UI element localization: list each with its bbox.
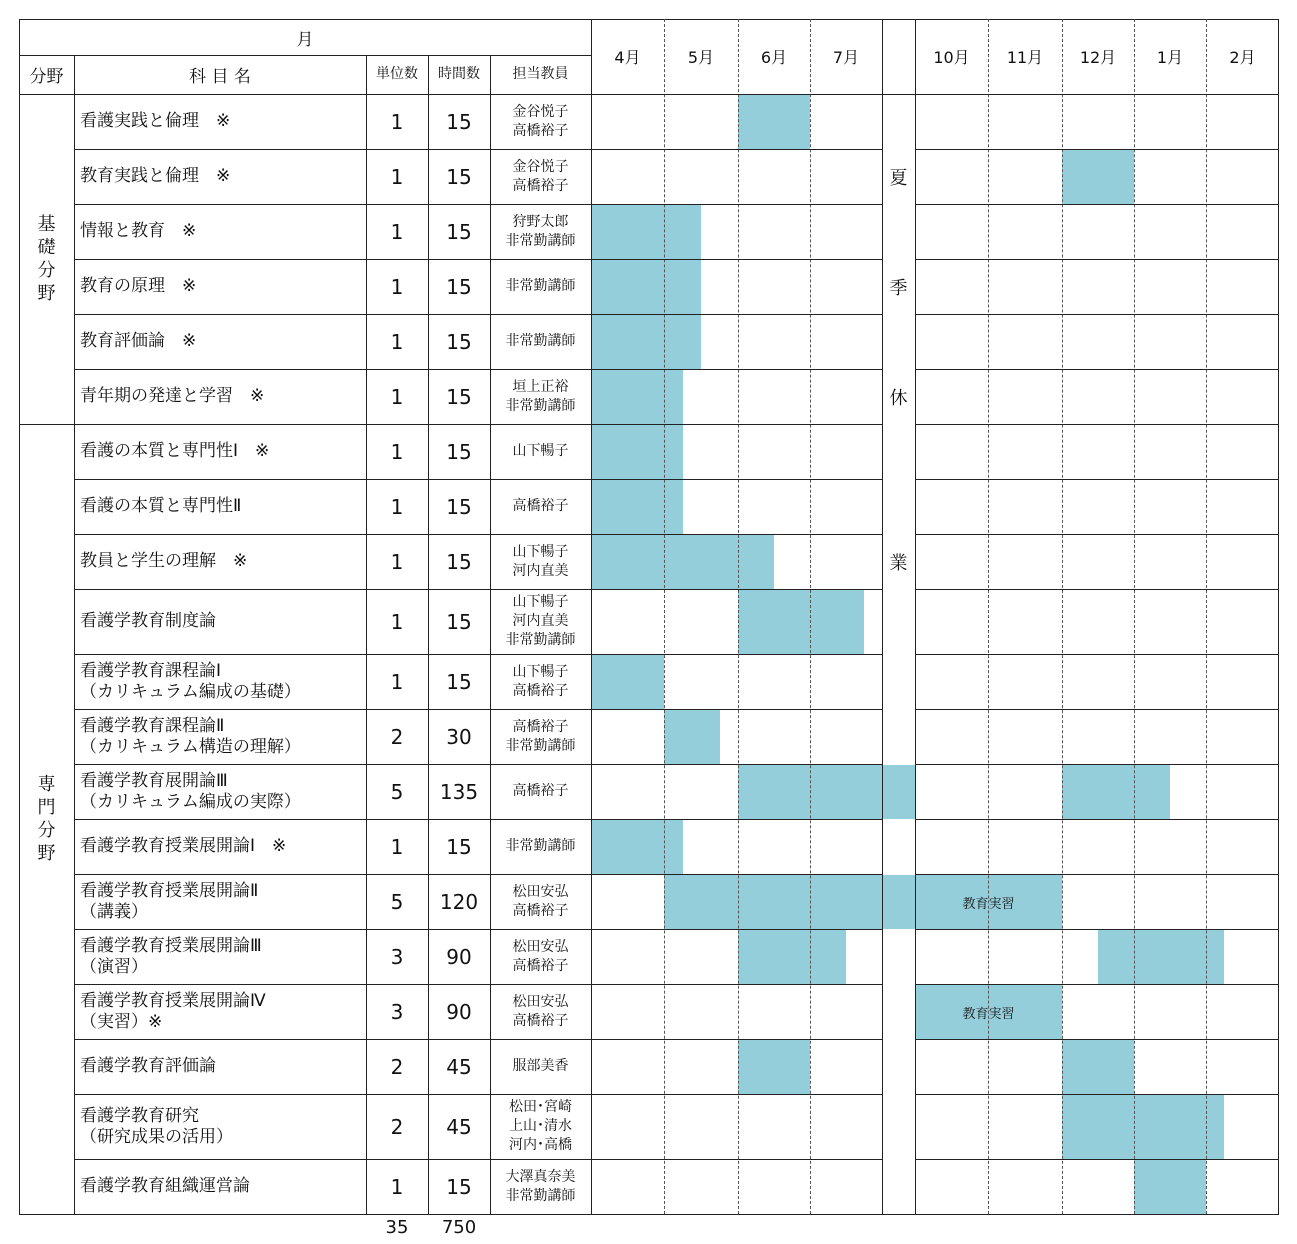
column-line (915, 19, 916, 1214)
course-hours: 15 (446, 494, 472, 519)
row-line (915, 874, 1279, 875)
course-subject: 看護の本質と専門性Ⅱ (80, 496, 242, 516)
course-subject: 青年期の発達と学習 ※ (80, 386, 265, 406)
course-hours: 15 (446, 384, 472, 409)
course-subject: 看護学教育展開論Ⅲ （カリキュラム編成の実際） (80, 770, 301, 812)
month-5: 10月 (933, 48, 970, 67)
course-hours: 120 (439, 889, 479, 914)
bar-label: 教育実習 (962, 896, 1015, 912)
row-line (915, 1039, 1279, 1040)
course-subject: 教員と学生の理解 ※ (80, 551, 248, 571)
summer-break-char: 休 (889, 387, 908, 409)
course-units: 1 (390, 494, 404, 519)
course-hours: 45 (446, 1054, 472, 1079)
course-hours: 15 (446, 549, 472, 574)
course-teacher: 山下暢子 高橋裕子 (512, 663, 569, 699)
row-line (915, 534, 1279, 535)
course-hours: 15 (446, 109, 472, 134)
total-hours: 750 (441, 1217, 477, 1238)
course-units: 1 (390, 384, 404, 409)
schedule-bar (738, 95, 810, 149)
course-units: 2 (390, 724, 404, 749)
course-teacher: 山下暢子 (512, 443, 569, 459)
column-line (591, 19, 592, 1214)
schedule-bar (738, 765, 915, 819)
course-subject: 看護学教育評価論 (80, 1056, 216, 1076)
row-line (915, 709, 1279, 710)
course-units: 1 (390, 1174, 404, 1199)
subject-header: 科 目 名 (189, 67, 251, 87)
course-teacher: 高橋裕子 (512, 783, 569, 799)
course-units: 5 (390, 889, 404, 914)
course-teacher: 狩野太郎 非常勤講師 (505, 213, 576, 249)
row-line (915, 259, 1279, 260)
bar-label: 教育実習 (962, 1006, 1015, 1022)
month-header-label: 月 (296, 29, 314, 50)
course-subject: 教育の原理 ※ (80, 276, 197, 296)
month-6: 11月 (1006, 48, 1044, 67)
course-hours: 15 (446, 219, 472, 244)
course-subject: 看護学教育組織運営論 (80, 1176, 250, 1196)
course-teacher: 松田安弘 高橋裕子 (512, 883, 569, 919)
course-subject: 看護学教育制度論 (80, 611, 216, 631)
schedule-bar (738, 1040, 810, 1094)
row-line (915, 204, 1279, 205)
course-hours: 30 (446, 724, 472, 749)
month-3: 6月 (760, 48, 788, 67)
units-header: 単位数 (376, 66, 418, 82)
schedule-table (19, 19, 1279, 1238)
schedule-bar (738, 930, 846, 984)
month-divider (664, 19, 665, 1214)
month-9: 2月 (1229, 48, 1256, 67)
course-hours: 90 (446, 999, 472, 1024)
course-hours: 15 (446, 669, 472, 694)
course-units: 1 (390, 274, 404, 299)
course-units: 2 (390, 1114, 404, 1139)
row-line (915, 589, 1279, 590)
month-divider (988, 19, 989, 1214)
summer-break-char: 業 (889, 552, 908, 574)
course-teacher: 非常勤講師 (505, 838, 576, 854)
schedule-bar (591, 535, 774, 589)
category-label: 基 礎 分 野 (37, 214, 56, 304)
course-hours: 15 (446, 439, 472, 464)
row-line (915, 984, 1279, 985)
course-units: 1 (390, 329, 404, 354)
month-divider (810, 19, 811, 1214)
course-subject: 看護学教育授業展開論Ⅳ （実習）※ (80, 990, 266, 1032)
month-2: 5月 (687, 48, 715, 67)
course-units: 2 (390, 1054, 404, 1079)
total-units: 35 (385, 1217, 409, 1238)
row-line (915, 369, 1279, 370)
month-1: 4月 (614, 48, 641, 67)
course-hours: 15 (446, 329, 472, 354)
course-subject: 看護学教育課程論Ⅰ （カリキュラム編成の基礎） (80, 660, 301, 702)
field-header: 分野 (29, 67, 64, 87)
course-units: 3 (390, 944, 404, 969)
course-teacher: 山下暢子 河内直美 (512, 543, 569, 579)
month-divider (738, 19, 739, 1214)
row-line (915, 149, 1279, 150)
course-units: 1 (390, 439, 404, 464)
course-hours: 90 (446, 944, 472, 969)
course-units: 1 (390, 109, 404, 134)
row-line (915, 424, 1279, 425)
schedule-bar (591, 260, 701, 314)
course-units: 1 (390, 609, 404, 634)
course-teacher: 非常勤講師 (505, 333, 576, 349)
month-4: 7月 (832, 48, 860, 67)
schedule-bar (591, 480, 683, 534)
summer-break-char: 季 (889, 277, 908, 299)
schedule-bar (738, 590, 864, 654)
course-teacher: 金谷悦子 高橋裕子 (512, 158, 569, 194)
row-line (915, 819, 1279, 820)
schedule-bar (1062, 1095, 1224, 1159)
schedule-bar (1062, 765, 1170, 819)
course-hours: 15 (446, 834, 472, 859)
category-label: 専 門 分 野 (37, 774, 56, 864)
course-teacher: 垣上正裕 非常勤講師 (505, 378, 576, 414)
course-hours: 15 (446, 609, 472, 634)
course-teacher: 松田安弘 高橋裕子 (512, 938, 569, 974)
table-border-right (1278, 19, 1279, 1215)
row-line (915, 314, 1279, 315)
schedule-bar (591, 820, 683, 874)
course-subject: 看護学教育授業展開論Ⅰ ※ (80, 836, 287, 856)
course-teacher: 大澤真奈美 非常勤講師 (505, 1168, 576, 1204)
course-subject: 教育実践と倫理 ※ (80, 166, 231, 186)
course-teacher: 高橋裕子 非常勤講師 (505, 718, 576, 754)
course-subject: 看護実践と倫理 ※ (80, 111, 231, 131)
course-subject: 情報と教育 ※ (80, 221, 197, 241)
course-units: 3 (390, 999, 404, 1024)
course-teacher: 高橋裕子 (512, 498, 569, 514)
course-subject: 看護学教育課程論Ⅱ （カリキュラム構造の理解） (80, 715, 301, 757)
row-line (915, 1159, 1279, 1160)
month-divider (1062, 19, 1063, 1214)
teacher-header: 担当教員 (512, 66, 569, 82)
schedule-bar (591, 655, 664, 709)
course-subject: 教育評価論 ※ (80, 331, 197, 351)
row-line (19, 1214, 1279, 1215)
course-hours: 15 (446, 164, 472, 189)
schedule-bar (591, 370, 683, 424)
schedule-bar (664, 710, 720, 764)
course-hours: 15 (446, 274, 472, 299)
course-hours: 135 (439, 779, 479, 804)
row-line (915, 929, 1279, 930)
course-hours: 45 (446, 1114, 472, 1139)
month-divider (1134, 19, 1135, 1214)
course-teacher: 服部美香 (512, 1058, 569, 1074)
course-units: 5 (390, 779, 404, 804)
month-divider (1206, 19, 1207, 1214)
month-8: 1月 (1156, 48, 1184, 67)
row-line (915, 479, 1279, 480)
row-line (915, 654, 1279, 655)
schedule-bar (664, 875, 915, 929)
course-teacher: 金谷悦子 高橋裕子 (512, 103, 569, 139)
course-units: 1 (390, 669, 404, 694)
course-subject: 看護の本質と専門性Ⅰ ※ (80, 441, 270, 461)
course-subject: 看護学教育授業展開論Ⅱ （講義） (80, 880, 259, 922)
schedule-bar (1062, 150, 1134, 204)
schedule-bar (1134, 1160, 1206, 1214)
summer-break-char: 夏 (889, 167, 908, 189)
row-line (915, 1094, 1279, 1095)
schedule-bar (1062, 1040, 1134, 1094)
course-units: 1 (390, 834, 404, 859)
hours-header: 時間数 (438, 66, 480, 82)
course-teacher: 山下暢子 河内直美 非常勤講師 (505, 594, 576, 648)
schedule-bar (591, 315, 701, 369)
course-teacher: 松田･宮崎 上山･清水 河内･高橋 (509, 1099, 572, 1153)
course-hours: 15 (446, 1174, 472, 1199)
course-subject: 看護学教育研究 （研究成果の活用） (80, 1105, 233, 1147)
course-units: 1 (390, 219, 404, 244)
course-teacher: 松田安弘 高橋裕子 (512, 993, 569, 1029)
month-7: 12月 (1079, 48, 1117, 67)
course-units: 1 (390, 549, 404, 574)
course-teacher: 非常勤講師 (505, 278, 576, 294)
course-units: 1 (390, 164, 404, 189)
row-line (915, 764, 1279, 765)
schedule-bar (591, 425, 683, 479)
schedule-bar (591, 205, 701, 259)
course-subject: 看護学教育授業展開論Ⅲ （演習） (80, 935, 262, 977)
